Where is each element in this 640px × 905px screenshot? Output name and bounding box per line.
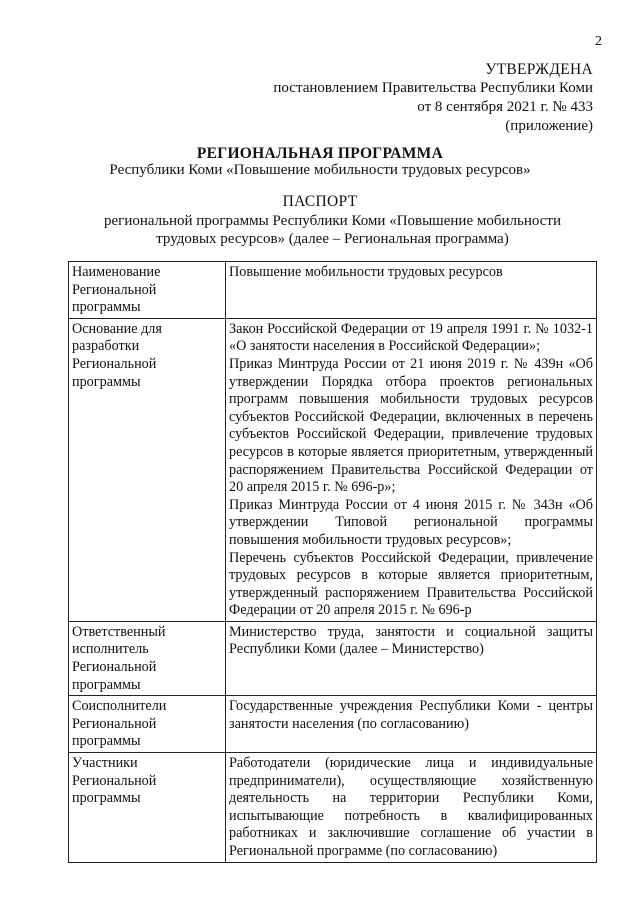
- row-value: [226, 621, 597, 695]
- approval-resolution: постановлением Правительства Республики Коми: [273, 80, 593, 96]
- page-number: 2: [595, 34, 602, 49]
- row-value-paragraph: Приказ Минтруда России от 21 июня 2019 г. № 439н «Об утверждении Порядка отбора проектов региональных программ повышения мобильности трудовых ресурсов субъектов Российской Федерации, включенных в перечень субъектов Российской Федерации, привлечение трудовых ресурсов в которые является приоритетным, утвержденный распоряжением Правительства Российской Федерации от 20 апреля 2015 г. № 696-р»;: [229, 355, 593, 496]
- row-value: [226, 262, 597, 319]
- passport-subtitle: региональной программы Республики Коми «Повышение мобильности трудовых ресурсов» (далее – Региональная программа): [104, 213, 561, 247]
- table-row: [69, 696, 597, 753]
- passport-table-body: [69, 262, 597, 863]
- approval-heading: УТВЕРЖДЕНА: [485, 61, 593, 78]
- passport-table: [68, 261, 597, 863]
- row-value-paragraph: Повышение мобильности трудовых ресурсов: [229, 264, 503, 280]
- passport-title: ПАСПОРТ: [282, 193, 358, 210]
- row-value-paragraph: Министерство труда, занятости и социальной защиты Республики Коми (далее – Министерство): [229, 623, 593, 658]
- row-label: Ответственный исполнитель Региональной программы: [69, 621, 226, 695]
- approval-block: [173, 60, 593, 136]
- row-value-paragraph: Закон Российской Федерации от 19 апреля 1991 г. № 1032-1 «О занятости населения в Российской Федерации»;: [229, 320, 593, 355]
- row-label: Наименование Региональной программы: [69, 262, 226, 319]
- row-value-paragraph: Государственные учреждения Республики Коми - центры занятости населения (по согласованию): [229, 698, 593, 732]
- table-row: [69, 621, 597, 695]
- row-value: [226, 696, 597, 753]
- table-row: [69, 262, 597, 319]
- row-label: Основание для разработки Региональной программы: [69, 318, 226, 621]
- row-value: [226, 753, 597, 863]
- row-value: [226, 318, 597, 621]
- approval-appendix: (приложение): [505, 118, 593, 134]
- row-label: Соисполнители Региональной программы: [69, 696, 226, 753]
- row-value-paragraph: Работодатели (юридические лица и индивидуальные предприниматели), осуществляющие хозяйственную деятельность на территории Республики Коми, испытывающие потребность в квалифицированных работниках и заключившие соглашение об участии в Региональной программе (по согласованию): [229, 755, 593, 859]
- row-value-paragraph: Перечень субъектов Российской Федерации, привлечение трудовых ресурсов в которые является приоритетным, утвержденный распоряжением Правительства Российской Федерации от 20 апреля 2015 г. № 696-р: [229, 549, 593, 619]
- row-value-paragraph: Приказ Минтруда России от 4 июня 2015 г. № 343н «Об утверждении Типовой региональной программы повышения мобильности трудовых ресурсов»;: [229, 496, 593, 548]
- table-row: [69, 753, 597, 863]
- program-subtitle: Республики Коми «Повышение мобильности трудовых ресурсов»: [109, 162, 531, 178]
- table-row: [69, 318, 597, 621]
- row-label: Участники Региональной программы: [69, 753, 226, 863]
- approval-date: от 8 сентября 2021 г. № 433: [417, 99, 593, 115]
- program-title: РЕГИОНАЛЬНАЯ ПРОГРАММА: [196, 145, 444, 162]
